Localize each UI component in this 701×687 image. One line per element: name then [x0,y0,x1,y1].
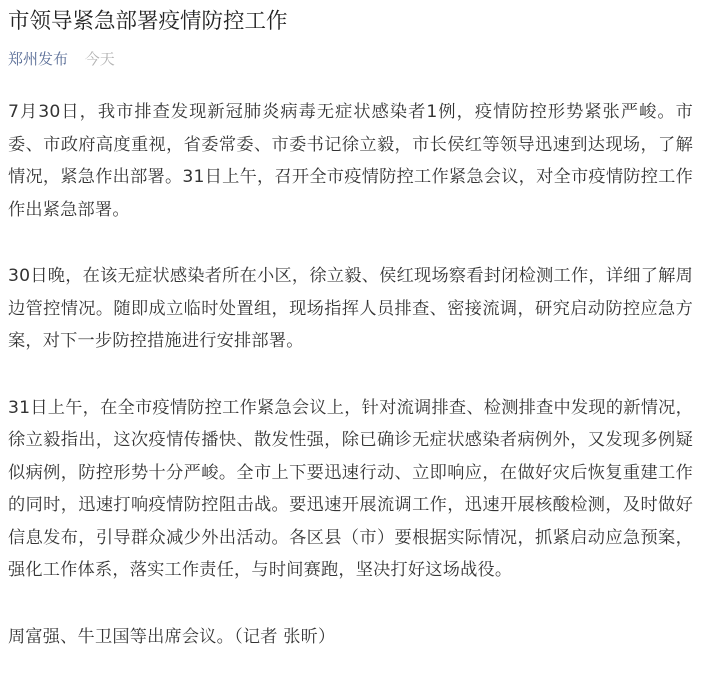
article-title: 市领导紧急部署疫情防控工作 [8,9,288,34]
article-meta [8,49,115,69]
paragraph-2: 30日晚，在该无症状感染者所在小区，徐立毅、侯红现场察看封闭检测工作，详细了解周边管控情况。随即成立临时处置组，现场指挥人员排查、密接流调，研究启动防控应急方案，对下一步防控措施进行安排部署。 [8,266,693,351]
publish-date: 今天 [84,50,115,68]
account-name-link[interactable]: 郑州发布 [8,50,69,68]
paragraph-4: 周富强、牛卫国等出席会议。（记者 张昕） [8,626,336,647]
article-content [8,96,693,687]
paragraph-1: 7月30日，我市排查发现新冠肺炎病毒无症状感染者1例，疫情防控形势紧张严峻。市委、市政府高度重视，省委常委、市委书记徐立毅，市长侯红等领导迅速到达现场，了解情况，紧急作出部署。31日上午，召开全市疫情防控工作紧急会议，对全市疫情防控工作作出紧急部署。 [8,102,693,220]
paragraph-3: 31日上午，在全市疫情防控工作紧急会议上，针对流调排查、检测排查中发现的新情况，徐立毅指出，这次疫情传播快、散发性强，除已确诊无症状感染者病例外，又发现多例疑似病例，防控形势十分严峻。全市上下要迅速行动、立即响应，在做好灾后恢复重建工作的同时，迅速打响疫情防控阻击战。要迅速开展流调工作，迅速开展核酸检测，及时做好信息发布，引导群众减少外出活动。各区县（市）要根据实际情况，抓紧启动应急预案，强化工作体系，落实工作责任，与时间赛跑，坚决打好这场战役。 [8,397,693,580]
